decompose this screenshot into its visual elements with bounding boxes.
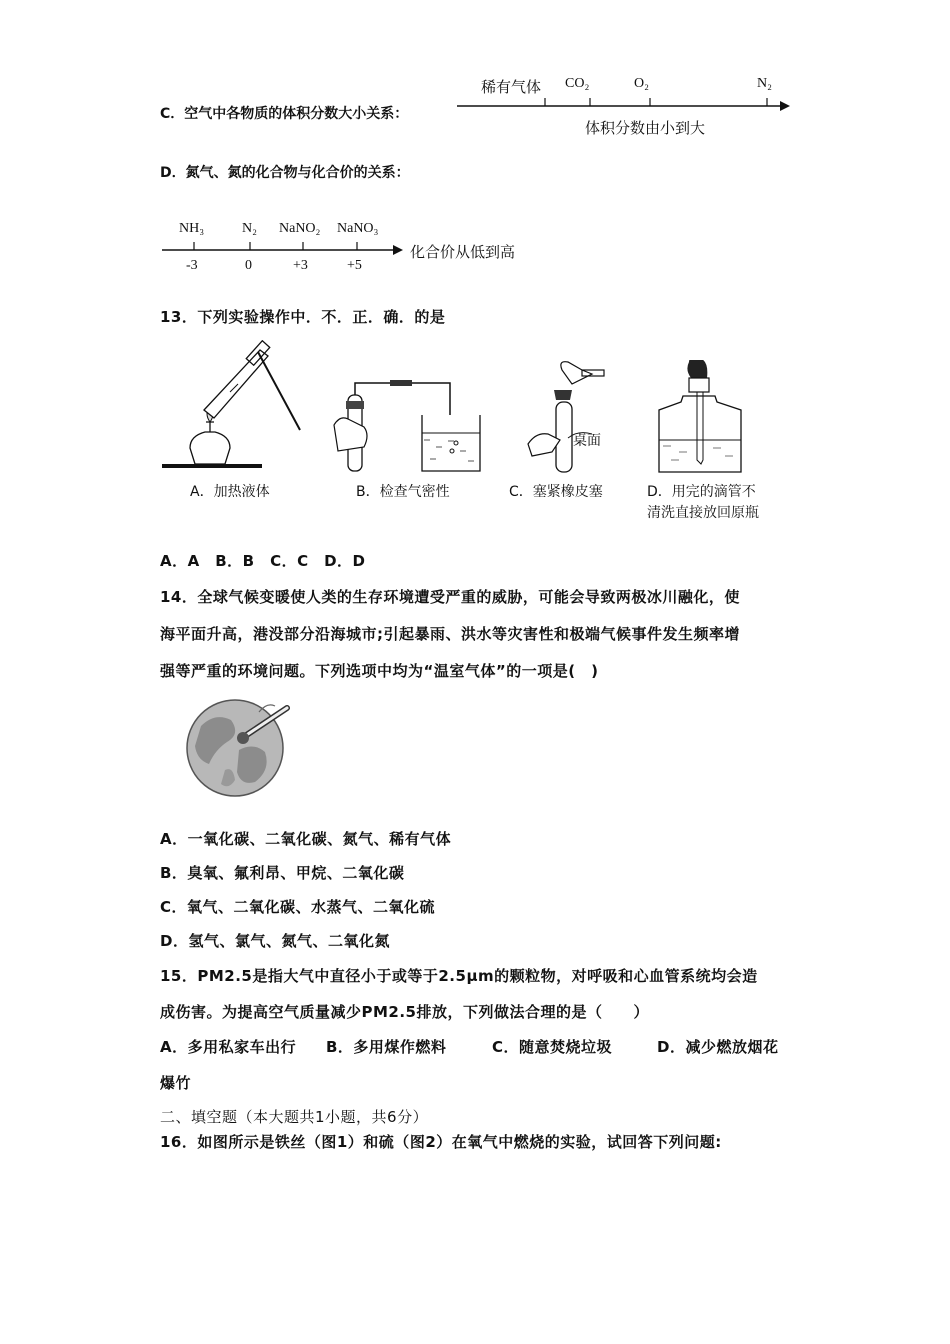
q15-option-b: B．多用煤作燃料 <box>326 1038 447 1056</box>
desk-label: 桌面 <box>573 433 601 449</box>
axis-caption-volume: 体积分数由小到大 <box>585 119 706 137</box>
q13-stem: 13．下列实验操作中．不．正．确．的是 <box>160 308 446 326</box>
q15-option-d: D．减少燃放烟花 <box>657 1038 779 1056</box>
axis-caption-valence: 化合价从低到高 <box>410 243 516 261</box>
globe-thermometer-illustration <box>175 690 305 800</box>
compound-nano3: NaNO₃ <box>337 221 379 236</box>
axis-tick-rare-gas: 稀有气体 <box>481 78 542 96</box>
valence-plus5: +5 <box>347 258 362 273</box>
q16-stem: 16．如图所示是铁丝（图1）和硫（图2）在氧气中燃烧的实验，试回答下列问题: <box>160 1133 722 1151</box>
compound-nh3: NH₃ <box>179 221 205 236</box>
caption-b: B．检查气密性 <box>356 484 450 500</box>
q14-option-b: B．臭氧、氟利昂、甲烷、二氧化碳 <box>160 864 405 882</box>
q15-option-c: C．随意焚烧垃圾 <box>492 1038 613 1056</box>
q14-line2: 海平面升高，港没部分沿海城市;引起暴雨、洪水等灾害性和极端气候事件发生频率增 <box>160 625 741 643</box>
section-title: 二、填空题（本大题共1小题，共6分） <box>160 1108 429 1126</box>
illustration-heating-liquid <box>160 340 310 470</box>
q15-line1: 15．PM2.5是指大气中直径小于或等于2.5μm的颗粒物，对呼吸和心血管系统均会造 <box>160 967 758 985</box>
q15-option-a: A．多用私家车出行 <box>160 1038 297 1056</box>
compound-nano2: NaNO₂ <box>279 221 321 236</box>
axis-tick-o2: O₂ <box>634 76 649 91</box>
q14-line3: 强等严重的环境问题。下列选项中均为“温室气体”的一项是( ) <box>160 662 599 680</box>
q14-option-a: A．一氧化碳、二氧化碳、氮气、稀有气体 <box>160 830 452 848</box>
illustration-dropper-bottle <box>655 360 765 480</box>
q14-line1: 14．全球气候变暖使人类的生存环境遭受严重的威胁，可能会导致两极冰川融化，使 <box>160 588 740 606</box>
q12-c-label: C．空气中各物质的体积分数大小关系： <box>160 106 409 122</box>
axis-tick-co2: CO₂ <box>565 76 590 91</box>
caption-d-line1: D．用完的滴管不 <box>647 484 756 500</box>
caption-c: C．塞紧橡皮塞 <box>509 484 603 500</box>
compound-n2: N₂ <box>242 221 257 236</box>
valence-0: 0 <box>245 258 252 273</box>
q15-line2: 成伤害。为提高空气质量减少PM2.5排放，下列做法合理的是（ ） <box>160 1003 649 1021</box>
q13-options: A．A B．B C．C D．D <box>160 552 366 570</box>
valence-plus3: +3 <box>293 258 308 273</box>
q14-option-c: C．氧气、二氧化碳、水蒸气、二氧化硫 <box>160 898 436 916</box>
valence-minus3: -3 <box>186 258 198 273</box>
caption-a: A．加热液体 <box>190 484 270 500</box>
caption-d-line2: 清洗直接放回原瓶 <box>647 505 759 521</box>
q12-d-label: D．氮气、氮的化合物与化合价的关系： <box>160 165 410 181</box>
illustration-airtightness <box>330 355 490 485</box>
q15-option-d-cont: 爆竹 <box>160 1074 192 1092</box>
q14-option-d: D．氢气、氯气、氮气、二氧化氮 <box>160 932 390 950</box>
axis-tick-n2: N₂ <box>757 76 772 91</box>
illustration-stopper <box>522 360 632 480</box>
